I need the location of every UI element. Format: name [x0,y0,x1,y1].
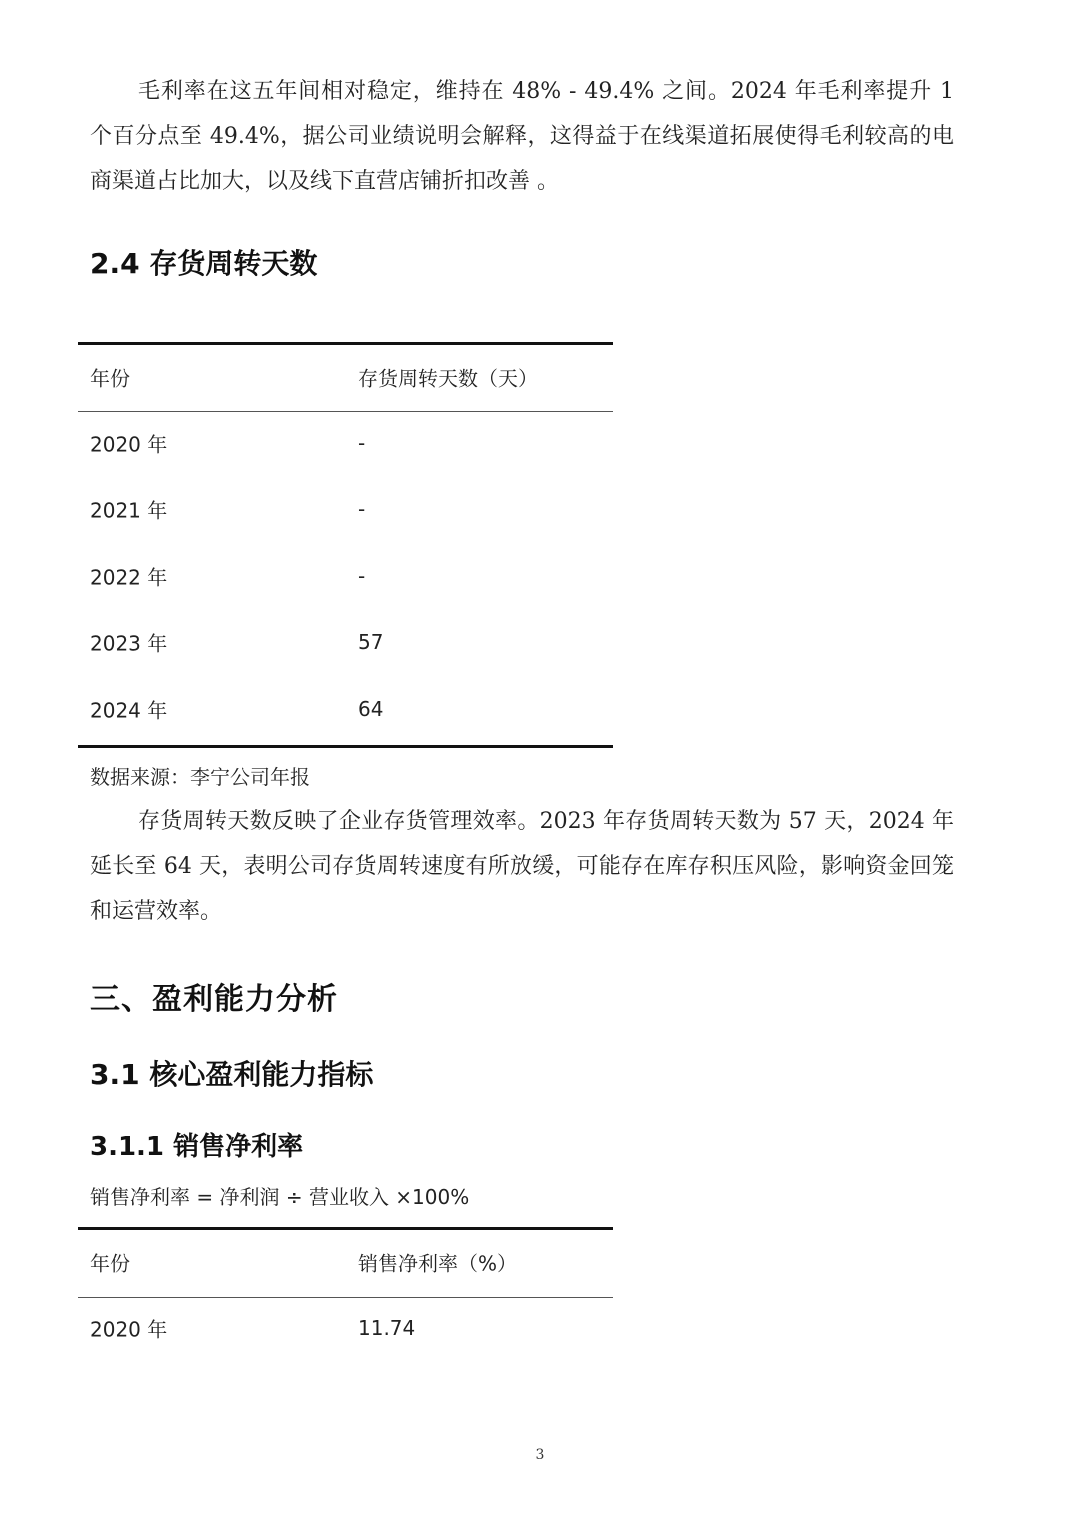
table-row [78,410,613,476]
column-header-net-margin: 销售净利率（%） [358,1251,518,1276]
section-heading-core-indicators: 3.1 核心盈利能力指标 [90,1058,374,1091]
cell-year: 2021 年 [90,498,168,523]
cell-value: 57 [358,630,384,654]
cell-value: 64 [358,697,384,721]
section-heading-profitability: 三、盈利能力分析 [90,982,338,1017]
cell-year: 2023 年 [90,631,168,656]
column-header-year: 年份 [90,366,130,391]
table-header-row [78,344,613,410]
cell-year: 2020 年 [90,432,168,457]
cell-year: 2020 年 [90,1317,168,1342]
table-row [78,676,613,742]
cell-value: - [358,564,366,588]
formula-text: 销售净利率 = 净利润 ÷ 营业收入 ×100% [90,1185,470,1209]
intro-paragraph: 毛利率在这五年间相对稳定，维持在 48% - 49.4% 之间。2024 年毛利率提升 1 个百分点至 49.4%，据公司业绩说明会解释，这得益于在线渠道拓展使得毛利较高的电商渠道占比加大，以及线下直营店铺折扣改善 。 [90,79,954,194]
section-heading-net-profit-margin: 3.1.1 销售净利率 [90,1132,304,1162]
cell-year: 2024 年 [90,698,168,723]
table-row [78,543,613,609]
table-header-row [78,1229,613,1295]
cell-value: - [358,497,366,521]
cell-year: 2022 年 [90,565,168,590]
column-header-turnover-days: 存货周转天数（天） [358,366,538,391]
page-number: 3 [535,1447,545,1463]
column-header-year: 年份 [90,1251,130,1276]
table-bottom-rule [78,745,613,748]
table-row [78,609,613,675]
inventory-analysis-paragraph: 存货周转天数反映了企业存货管理效率。2023 年存货周转天数为 57 天，2024 年延长至 64 天，表明公司存货周转速度有所放缓，可能存在库存积压风险，影响资金回笼和运营效率。 [90,809,954,924]
table-row [78,1295,613,1361]
cell-value: 11.74 [358,1316,416,1340]
data-source-note: 数据来源：李宁公司年报 [90,765,310,789]
table-row [78,476,613,542]
section-heading-inventory-turnover: 2.4 存货周转天数 [90,247,318,280]
cell-value: - [358,431,366,455]
